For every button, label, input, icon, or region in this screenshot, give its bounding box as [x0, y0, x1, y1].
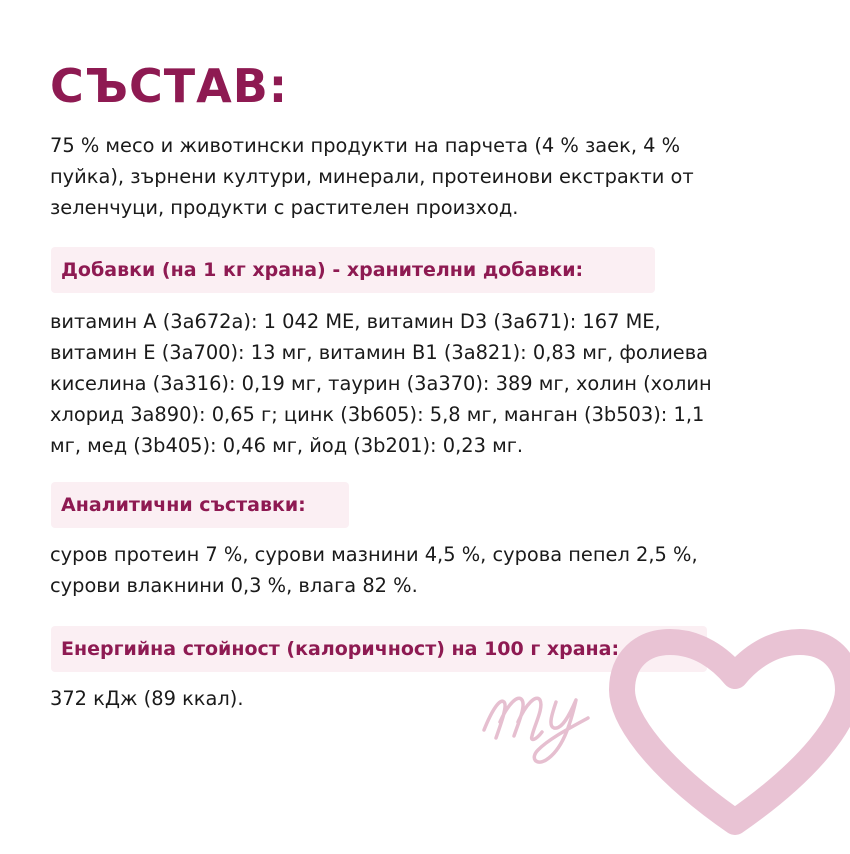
heart-icon — [470, 610, 850, 850]
analytical-heading: Аналитични съставки: — [51, 482, 349, 528]
energy-text: 372 кДж (89 ккал). — [50, 687, 244, 710]
additives-heading: Добавки (на 1 кг храна) - хранителни добавки: — [51, 247, 655, 293]
analytical-text: суров протеин 7 %, сурови мазнини 4,5 %, сурова пепел 2,5 %, сурови влакнини 0,3 %, влага 82 %. — [50, 543, 698, 597]
page-title: СЪСТАВ: — [50, 59, 289, 113]
energy-heading: Енергийна стойност (калоричност) на 100 г храна: — [51, 626, 707, 672]
brand-logo — [470, 610, 850, 850]
additives-text: витамин A (3a672a): 1 042 МЕ, витамин D3 (3a671): 167 МЕ, витамин E (3a700): 13 мг, витамин B1 (3a821): 0,83 мг, фолиева киселина (3a316): 0,19 мг, таурин (3a370): 389 мг, холин (холин хлорид 3a890): 0,65 г; цинк (3b605): 5,8 мг, манган (3b503): 1,1 мг, мед (3b405): 0,46 мг, йод (3b201): 0,23 мг. — [50, 310, 712, 457]
composition-text: 75 % месо и животински продукти на парчета (4 % заек, 4 % пуйка), зърнени култури, минерали, протеинови екстракти от зеленчуци, продукти с растителен произход. — [50, 134, 694, 219]
